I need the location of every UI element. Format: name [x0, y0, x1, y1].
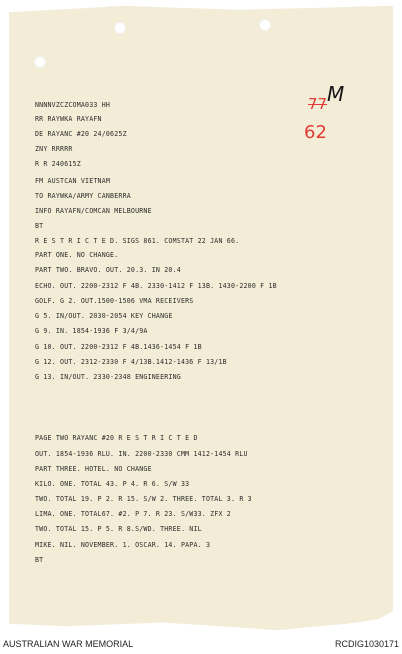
message-line: G 5. IN/OUT. 2030-2054 KEY CHANGE	[35, 312, 173, 320]
handwritten-number-crossed: 77	[308, 95, 328, 113]
footer-reference: RCDIG1030171	[334, 639, 399, 649]
message-line: PART ONE. NO CHANGE.	[35, 251, 119, 259]
message-line: MIKE. NIL. NOVEMBER. 1. OSCAR. 14. PAPA. 3	[35, 541, 211, 549]
message-line: OUT. 1854-1936 RLU. IN. 2200-2330 CMM 1412-1454 RLU	[35, 450, 248, 458]
message-line: G 10. OUT. 2200-2312 F 4B.1436-1454 F 1B	[35, 343, 202, 351]
message-line: GOLF. G 2. OUT.1500-1506 VMA RECEIVERS	[35, 297, 194, 305]
message-line: BT	[35, 556, 44, 564]
punch-hole	[259, 19, 271, 31]
message-line: PAGE TWO RAYANC #20 R E S T R I C T E D	[35, 434, 198, 442]
message-line: ZNY RRRRR	[35, 145, 73, 153]
message-line: PART THREE. HOTEL. NO CHANGE	[35, 465, 152, 473]
message-line: RR RAYWKA RAYAFN	[35, 115, 102, 123]
punch-hole	[34, 56, 46, 68]
message-line: TO RAYWKA/ARMY CANBERRA	[35, 192, 131, 200]
message-line: G 12. OUT. 2312-2330 F 4/13B.1412-1436 F 13/1B	[35, 358, 227, 366]
message-line: R E S T R I C T E D. SIGS 861. COMSTAT 22 JAN 66.	[35, 237, 240, 245]
handwritten-number: 62	[304, 122, 327, 143]
message-line: ECHO. OUT. 2200-2312 F 4B. 2330-1412 F 13B. 1430-2200 F 1B	[35, 282, 277, 290]
message-line: KILO. ONE. TOTAL 43. P 4. R 6. S/W 33	[35, 480, 190, 488]
message-line: TWO. TOTAL 19. P 2. R 15. S/W 2. THREE. TOTAL 3. R 3	[35, 495, 252, 503]
message-line: TWO. TOTAL 15. P 5. R 8.S/WD. THREE. NIL	[35, 525, 202, 533]
message-line: PART TWO. BRAVO. OUT. 20.3. IN 20.4	[35, 266, 181, 274]
message-line: R R 240615Z	[35, 160, 81, 168]
message-line: LIMA. ONE. TOTAL67. #2. P 7. R 23. S/W33. ZFX 2	[35, 510, 231, 518]
punch-hole	[114, 22, 126, 34]
handwritten-initial: M	[327, 82, 345, 106]
message-line: G 9. IN. 1854-1936 F 3/4/9A	[35, 327, 148, 335]
footer-institution: AUSTRALIAN WAR MEMORIAL	[3, 639, 134, 649]
message-line: INFO RAYAFN/COMCAN MELBOURNE	[35, 207, 152, 215]
message-line: G 13. IN/OUT. 2330-2348 ENGINEERING	[35, 373, 181, 381]
message-line: NNNNVZCZCOMA033 HH	[35, 101, 111, 109]
message-line: BT	[35, 222, 44, 230]
message-line: FM AUSTCAN VIETNAM	[35, 177, 111, 185]
message-line: DE RAYANC #20 24/0625Z	[35, 130, 127, 138]
